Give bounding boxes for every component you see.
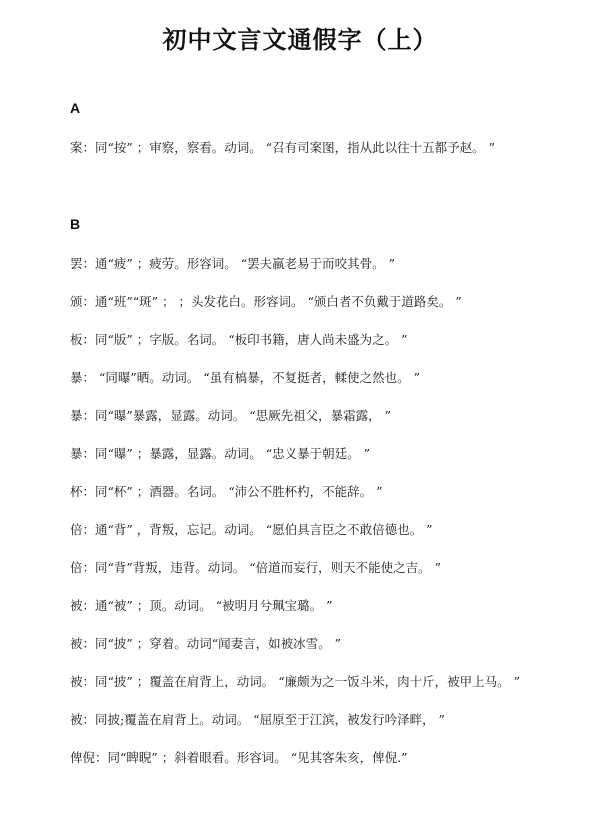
entry-bei-betray-2: 倍：同“背”背叛，违背。动词。 “倍道而妄行，则天不能使之吉。 ” [70,560,442,575]
entry-bei-cup: 杯：同“杯” ；酒器。名词。 “沛公不胜杯杓，不能辞。 ” [70,484,383,499]
entry-pi-cover-2: 被：同披;覆盖在肩背上。动词。 “屈原至于江滨，被发行吟泽畔， ” [70,712,445,727]
entry-an: 案：同“按” ；审察，察看。动词。 “召有司案图，指从此以往十五都予赵。 ” [70,140,495,155]
section-letter-a: A [70,100,81,116]
page-title: 初中文言文通假字（上） [162,26,438,54]
entry-ban-board: 板：同“版” ；字版。名词。 “板印书籍，唐人尚未盛为之。 ” [70,332,408,347]
section-letter-b: B [70,216,81,232]
entry-bei-betray-1: 倍：通“背” ，背叛，忘记。动词。 “愿伯具言臣之不敢倍德也。 ” [70,522,433,537]
entry-ban-hair: 颁：通“班”“斑” ； ；头发花白。形容词。 “颁白者不负戴于道路矣。 ” [70,294,462,309]
entry-bao-expose-1: 暴：同“曝”暴露，显露。动词。 “思厥先祖父，暴霜露， ” [70,408,392,423]
entry-pi-cover-1: 被：同“披” ；覆盖在肩背上，动词。 “廉颇为之一饭斗米，肉十斤，被甲上马。 ” [70,674,520,689]
entry-bao-expose-2: 暴：同“曝” ；暴露，显露。动词。 “忠义暴于朝廷。 ” [70,446,370,461]
entry-pi-wear-2: 被：同“披” ；穿着。动词“闻妻言，如被冰雪。 ” [70,636,342,651]
entry-ba: 罢：通“疲” ；疲劳。形容词。 “罢夫羸老易于而咬其骨。 ” [70,256,395,271]
entry-bao-dry: 暴： “同曝”晒。动词。 “虽有槁暴，不复挺者，輮使之然也。 ” [70,370,420,385]
entry-pini: 俾倪：同“睥睨” ；斜着眼看。形容词。 “见其客朱亥，俾倪.” [70,750,408,765]
entry-pi-wear-1: 被：通“被” ；顶。动词。 “被明月兮珮宝璐。 ” [70,598,333,613]
